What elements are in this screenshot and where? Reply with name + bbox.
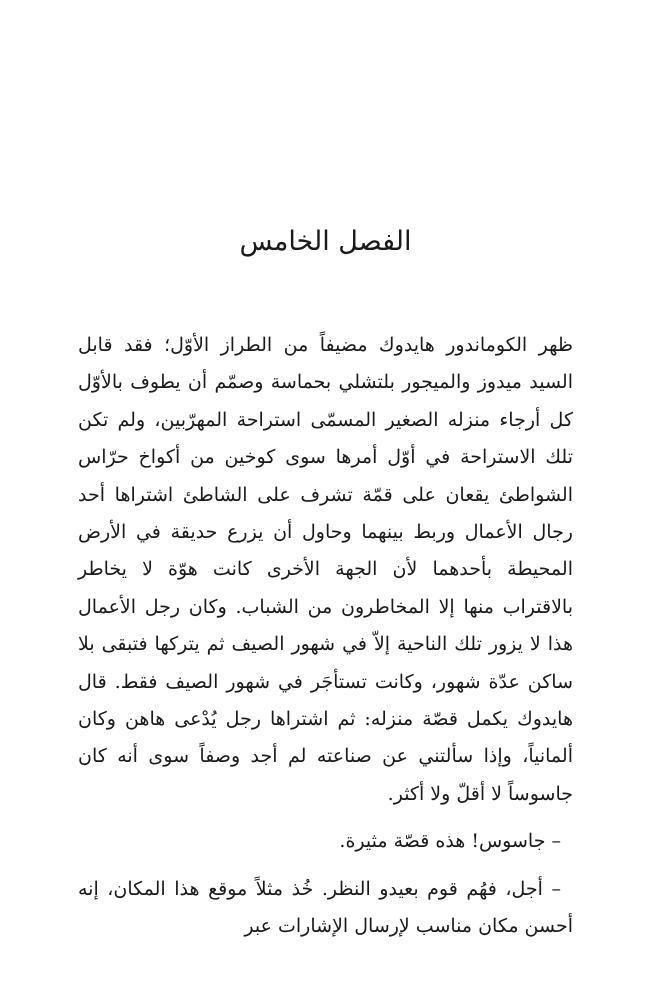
paragraph-narrative: ظهر الكوماندور هايدوك مضيفاً من الطراز الأوّل؛ فقد قابل السيد ميدوز والميجور بلتشلي بحماسة وصمّم أن يطوف بالأوّل كل أرجاء منزله الصغير المسمّى استراحة المهرّبين، ولم تكن تلك الاستراحة في أوّل أمرها سوى كوخين من أكواخ حرّاس الشواطئ يقعان على قمّة تشرف على الشاطئ اشتراها أحد رجال الأعمال وربط بينهما وحاول أن يزرع حديقة في الأرض المحيطة بأحدهما لأن الجهة الأخرى كانت هوّة لا يخاطر بالاقتراب منها إلا المخاطرون من الشباب. وكان رجل الأعمال هذا لا يزور تلك الناحية إلاّ في شهور الصيف ثم يتركها فتبقى بلا ساكن عدّة شهور، وكانت تستأجَر في شهور الصيف فقط. قال هايدوك يكمل قصّة منزله: ثم اشتراها رجل يُدْعى هاهن وكان ألمانياً، وإذا سألتني عن صناعته لم أجد وصفاً سوى أنه كان جاسوساً لا أقلّ ولا أكثر. [78, 334, 573, 805]
chapter-title: الفصل الخامس [239, 226, 412, 257]
chapter-body [78, 327, 573, 946]
paragraph-dialogue-spy: – جاسوس! هذه قصّة مثيرة. [339, 830, 561, 853]
paragraph-dialogue-reply: – أجل، فهُم قوم بعيدو النظر. خُذ مثلاً موقع هذا المكان، إنه أحسن مكان مناسب لإرسال الإشارات عبر [78, 877, 573, 938]
